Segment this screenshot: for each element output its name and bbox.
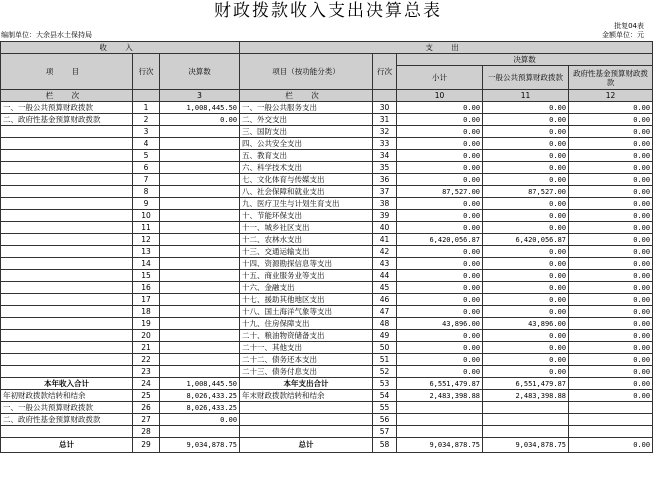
income-amount xyxy=(160,366,240,378)
income-item xyxy=(1,246,133,258)
row-57-no: 57 xyxy=(373,426,397,438)
expense-fund: 0.00 xyxy=(569,330,653,342)
income-amount xyxy=(160,330,240,342)
table-row xyxy=(1,162,653,174)
expense-row-no: 47 xyxy=(373,306,397,318)
begin-label: 年初财政拨款结转和结余 xyxy=(1,390,133,402)
expense-item: 四、公共安全支出 xyxy=(240,138,373,150)
expense-subtotal: 0.00 xyxy=(397,162,483,174)
table-row xyxy=(1,150,653,162)
row-28-no: 28 xyxy=(133,426,160,438)
table-row xyxy=(1,270,653,282)
end-label: 年末财政拨款结转和结余 xyxy=(240,390,373,402)
year-exp-no: 53 xyxy=(373,378,397,390)
total-general: 9,034,878.75 xyxy=(483,438,569,453)
expense-item: 二十一、其他支出 xyxy=(240,342,373,354)
expense-general: 6,420,056.87 xyxy=(483,234,569,246)
expense-general: 0.00 xyxy=(483,126,569,138)
expense-item: 十三、交通运输支出 xyxy=(240,246,373,258)
expense-subtotal: 6,420,056.87 xyxy=(397,234,483,246)
lan-label-2: 栏 次 xyxy=(240,90,373,102)
table-row xyxy=(1,330,653,342)
table-row xyxy=(1,258,653,270)
expense-item: 五、教育支出 xyxy=(240,150,373,162)
year-income-val: 1,008,445.50 xyxy=(160,378,240,390)
expense-general: 0.00 xyxy=(483,306,569,318)
income-header: 收 入 xyxy=(1,42,240,54)
expense-item: 一、一般公共服务支出 xyxy=(240,102,373,114)
expense-subtotal: 0.00 xyxy=(397,282,483,294)
expense-fund: 0.00 xyxy=(569,138,653,150)
income-item xyxy=(1,186,133,198)
final-group-header: 决算数 xyxy=(397,54,653,66)
expense-subtotal: 0.00 xyxy=(397,330,483,342)
income-amount: 1,008,445.50 xyxy=(160,102,240,114)
income-amount xyxy=(160,354,240,366)
col-12-label: 12 xyxy=(569,90,653,102)
expense-general: 0.00 xyxy=(483,198,569,210)
expense-subtotal: 0.00 xyxy=(397,222,483,234)
expense-fund: 0.00 xyxy=(569,318,653,330)
expense-row-no: 39 xyxy=(373,210,397,222)
expense-row-no: 33 xyxy=(373,138,397,150)
income-item xyxy=(1,126,133,138)
income-item xyxy=(1,174,133,186)
income-item xyxy=(1,270,133,282)
expense-subtotal: 87,527.00 xyxy=(397,186,483,198)
expense-subtotal: 0.00 xyxy=(397,150,483,162)
income-amount xyxy=(160,294,240,306)
income-amount xyxy=(160,162,240,174)
income-amount xyxy=(160,282,240,294)
income-item xyxy=(1,318,133,330)
expense-item: 十五、商业服务业等支出 xyxy=(240,270,373,282)
end-fund-no: 56 xyxy=(373,414,397,426)
expense-general: 0.00 xyxy=(483,258,569,270)
expense-subtotal: 43,896.00 xyxy=(397,318,483,330)
row-no-header: 行次 xyxy=(133,54,160,90)
income-row-no: 9 xyxy=(133,198,160,210)
income-item xyxy=(1,198,133,210)
expense-row-no: 48 xyxy=(373,318,397,330)
income-row-no: 19 xyxy=(133,318,160,330)
expense-general: 0.00 xyxy=(483,270,569,282)
expense-general: 0.00 xyxy=(483,294,569,306)
begin-fund-val: 0.00 xyxy=(160,414,240,426)
lan-label: 栏 次 xyxy=(1,90,133,102)
expense-fund: 0.00 xyxy=(569,354,653,366)
expense-subtotal: 0.00 xyxy=(397,126,483,138)
income-amount xyxy=(160,234,240,246)
expense-fund: 0.00 xyxy=(569,246,653,258)
expense-row-no: 52 xyxy=(373,366,397,378)
blank-cell xyxy=(397,402,483,414)
total-fund: 0.00 xyxy=(569,438,653,453)
table-row xyxy=(1,102,653,114)
expense-row-no: 42 xyxy=(373,246,397,258)
expense-row-no: 38 xyxy=(373,198,397,210)
expense-general: 0.00 xyxy=(483,138,569,150)
expense-general: 0.00 xyxy=(483,174,569,186)
general-header: 一般公共预算财政拨款 xyxy=(483,66,569,90)
exp-row-no-header: 行次 xyxy=(373,54,397,90)
expense-item: 三、国防支出 xyxy=(240,126,373,138)
expense-subtotal: 0.00 xyxy=(397,246,483,258)
total-right-no: 58 xyxy=(373,438,397,453)
income-item xyxy=(1,162,133,174)
expense-item: 二、外交支出 xyxy=(240,114,373,126)
expense-fund: 0.00 xyxy=(569,186,653,198)
end-general-no: 55 xyxy=(373,402,397,414)
expense-general: 0.00 xyxy=(483,246,569,258)
income-item xyxy=(1,258,133,270)
income-row-no: 7 xyxy=(133,174,160,186)
income-row-no: 2 xyxy=(133,114,160,126)
table-row xyxy=(1,198,653,210)
year-income-label: 本年收入合计 xyxy=(1,378,133,390)
blank-cell xyxy=(160,426,240,438)
currency-label: 金额单位：元 xyxy=(602,31,644,39)
income-amount xyxy=(160,246,240,258)
blank-cell xyxy=(483,414,569,426)
lan-blank-2 xyxy=(373,90,397,102)
blank-cell xyxy=(569,414,653,426)
expense-general: 43,896.00 xyxy=(483,318,569,330)
expense-subtotal: 0.00 xyxy=(397,306,483,318)
table-row xyxy=(1,318,653,330)
expense-item: 十四、资源勘探信息等支出 xyxy=(240,258,373,270)
subtotal-header: 小计 xyxy=(397,66,483,90)
table-row xyxy=(1,246,653,258)
blank-cell xyxy=(1,426,133,438)
income-row-no: 1 xyxy=(133,102,160,114)
blank-cell xyxy=(240,402,373,414)
total-label: 总计 xyxy=(1,438,133,453)
income-item xyxy=(1,330,133,342)
exp-item-header: 项目（按功能分类） xyxy=(240,54,373,90)
expense-fund: 0.00 xyxy=(569,150,653,162)
income-row-no: 16 xyxy=(133,282,160,294)
income-amount xyxy=(160,306,240,318)
item-header: 项 目 xyxy=(1,54,133,90)
expense-item: 十、节能环保支出 xyxy=(240,210,373,222)
income-row-no: 20 xyxy=(133,330,160,342)
income-item xyxy=(1,210,133,222)
expense-row-no: 49 xyxy=(373,330,397,342)
expense-general: 0.00 xyxy=(483,114,569,126)
income-item xyxy=(1,222,133,234)
begin-val: 8,026,433.25 xyxy=(160,390,240,402)
income-item xyxy=(1,282,133,294)
end-subtotal: 2,483,398.88 xyxy=(397,390,483,402)
expense-row-no: 34 xyxy=(373,150,397,162)
expense-fund: 0.00 xyxy=(569,342,653,354)
col-3-label: 3 xyxy=(160,90,240,102)
begin-general-val: 8,026,433.25 xyxy=(160,402,240,414)
expense-row-no: 36 xyxy=(373,174,397,186)
income-amount xyxy=(160,210,240,222)
blank-cell xyxy=(240,426,373,438)
year-income-no: 24 xyxy=(133,378,160,390)
expense-fund: 0.00 xyxy=(569,198,653,210)
expense-general: 0.00 xyxy=(483,102,569,114)
income-item: 二、政府性基金预算财政拨款 xyxy=(1,114,133,126)
income-amount xyxy=(160,270,240,282)
income-row-no: 13 xyxy=(133,246,160,258)
expense-fund: 0.00 xyxy=(569,270,653,282)
expense-fund: 0.00 xyxy=(569,258,653,270)
income-item xyxy=(1,354,133,366)
expense-item: 二十三、债务付息支出 xyxy=(240,366,373,378)
expense-general: 0.00 xyxy=(483,342,569,354)
table-row xyxy=(1,114,653,126)
form-code: 批复04表 xyxy=(614,22,644,30)
income-row-no: 3 xyxy=(133,126,160,138)
income-row-no: 18 xyxy=(133,306,160,318)
begin-fund-no: 27 xyxy=(133,414,160,426)
begin-fund-label: 二、政府性基金预算财政拨款 xyxy=(1,414,133,426)
expense-row-no: 50 xyxy=(373,342,397,354)
expense-subtotal: 0.00 xyxy=(397,354,483,366)
table-row xyxy=(1,354,653,366)
expense-row-no: 46 xyxy=(373,294,397,306)
income-row-no: 21 xyxy=(133,342,160,354)
expense-fund: 0.00 xyxy=(569,366,653,378)
expense-general: 0.00 xyxy=(483,210,569,222)
expense-general: 0.00 xyxy=(483,150,569,162)
income-amount xyxy=(160,198,240,210)
income-row-no: 15 xyxy=(133,270,160,282)
expense-fund: 0.00 xyxy=(569,234,653,246)
total-val: 9,034,878.75 xyxy=(160,438,240,453)
income-row-no: 22 xyxy=(133,354,160,366)
income-item xyxy=(1,366,133,378)
expense-item: 七、文化体育与传媒支出 xyxy=(240,174,373,186)
income-row-no: 10 xyxy=(133,210,160,222)
report-title: 财政拨款收入支出决算总表 xyxy=(214,1,442,21)
income-item: 一、一般公共预算财政拨款 xyxy=(1,102,133,114)
end-no: 54 xyxy=(373,390,397,402)
table-row xyxy=(1,186,653,198)
income-amount xyxy=(160,186,240,198)
lan-blank xyxy=(133,90,160,102)
expense-item: 六、科学技术支出 xyxy=(240,162,373,174)
expense-fund: 0.00 xyxy=(569,114,653,126)
begin-general-label: 一、一般公共预算财政拨款 xyxy=(1,402,133,414)
expense-subtotal: 0.00 xyxy=(397,210,483,222)
expense-subtotal: 0.00 xyxy=(397,114,483,126)
income-amount xyxy=(160,258,240,270)
total-no: 29 xyxy=(133,438,160,453)
expense-fund: 0.00 xyxy=(569,162,653,174)
table-row xyxy=(1,222,653,234)
expense-general: 0.00 xyxy=(483,282,569,294)
table-row xyxy=(1,210,653,222)
year-exp-fund: 0.00 xyxy=(569,378,653,390)
expense-fund: 0.00 xyxy=(569,282,653,294)
blank-cell xyxy=(397,414,483,426)
begin-no: 25 xyxy=(133,390,160,402)
expense-row-no: 35 xyxy=(373,162,397,174)
table-row xyxy=(1,282,653,294)
expense-fund: 0.00 xyxy=(569,294,653,306)
expense-general: 87,527.00 xyxy=(483,186,569,198)
blank-cell xyxy=(569,426,653,438)
table-row xyxy=(1,294,653,306)
total-subtotal: 9,034,878.75 xyxy=(397,438,483,453)
income-row-no: 14 xyxy=(133,258,160,270)
expense-subtotal: 0.00 xyxy=(397,258,483,270)
expense-row-no: 30 xyxy=(373,102,397,114)
expense-fund: 0.00 xyxy=(569,222,653,234)
end-fund: 0.00 xyxy=(569,390,653,402)
expense-item: 十八、国土海洋气象等支出 xyxy=(240,306,373,318)
blank-cell xyxy=(397,426,483,438)
expense-row-no: 40 xyxy=(373,222,397,234)
expense-row-no: 44 xyxy=(373,270,397,282)
table-row xyxy=(1,342,653,354)
col-10-label: 10 xyxy=(397,90,483,102)
income-row-no: 4 xyxy=(133,138,160,150)
table-row xyxy=(1,306,653,318)
income-amount: 0.00 xyxy=(160,114,240,126)
expense-general: 0.00 xyxy=(483,162,569,174)
expense-general: 0.00 xyxy=(483,222,569,234)
income-amount xyxy=(160,222,240,234)
expense-fund: 0.00 xyxy=(569,102,653,114)
table-row xyxy=(1,234,653,246)
expense-item: 九、医疗卫生与计划生育支出 xyxy=(240,198,373,210)
year-exp-subtotal: 6,551,479.87 xyxy=(397,378,483,390)
fund-header: 政府性基金预算财政拨款 xyxy=(569,66,653,90)
table-row xyxy=(1,138,653,150)
income-item xyxy=(1,306,133,318)
expense-subtotal: 0.00 xyxy=(397,174,483,186)
table-row xyxy=(1,366,653,378)
income-amount xyxy=(160,174,240,186)
expense-item: 十七、援助其他地区支出 xyxy=(240,294,373,306)
income-item xyxy=(1,342,133,354)
expense-subtotal: 0.00 xyxy=(397,294,483,306)
blank-cell xyxy=(483,402,569,414)
expense-row-no: 41 xyxy=(373,234,397,246)
expense-row-no: 31 xyxy=(373,114,397,126)
income-amount xyxy=(160,318,240,330)
income-item xyxy=(1,138,133,150)
income-item xyxy=(1,294,133,306)
budget-table xyxy=(0,41,653,453)
expense-general: 0.00 xyxy=(483,330,569,342)
income-row-no: 23 xyxy=(133,366,160,378)
blank-cell xyxy=(483,426,569,438)
expense-subtotal: 0.00 xyxy=(397,270,483,282)
income-amount xyxy=(160,138,240,150)
begin-general-no: 26 xyxy=(133,402,160,414)
expense-subtotal: 0.00 xyxy=(397,198,483,210)
blank-cell xyxy=(569,402,653,414)
end-general: 2,483,398.88 xyxy=(483,390,569,402)
expense-general: 0.00 xyxy=(483,354,569,366)
expense-fund: 0.00 xyxy=(569,174,653,186)
expense-row-no: 32 xyxy=(373,126,397,138)
expense-subtotal: 0.00 xyxy=(397,102,483,114)
expense-row-no: 43 xyxy=(373,258,397,270)
income-row-no: 8 xyxy=(133,186,160,198)
expense-item: 二十二、债务还本支出 xyxy=(240,354,373,366)
expense-row-no: 37 xyxy=(373,186,397,198)
income-row-no: 17 xyxy=(133,294,160,306)
expense-header: 支 出 xyxy=(240,42,653,54)
col-11-label: 11 xyxy=(483,90,569,102)
expense-item: 二十、粮油物资储备支出 xyxy=(240,330,373,342)
expense-subtotal: 0.00 xyxy=(397,342,483,354)
expense-row-no: 45 xyxy=(373,282,397,294)
expense-subtotal: 0.00 xyxy=(397,366,483,378)
table-row xyxy=(1,174,653,186)
blank-cell xyxy=(240,414,373,426)
unit-label: 编制单位：大余县水土保持局 xyxy=(1,31,92,39)
income-amount xyxy=(160,126,240,138)
expense-item: 十二、农林水支出 xyxy=(240,234,373,246)
year-exp-label: 本年支出合计 xyxy=(240,378,373,390)
year-exp-general: 6,551,479.87 xyxy=(483,378,569,390)
expense-general: 0.00 xyxy=(483,366,569,378)
expense-item: 十一、城乡社区支出 xyxy=(240,222,373,234)
income-amount xyxy=(160,150,240,162)
expense-row-no: 51 xyxy=(373,354,397,366)
income-row-no: 5 xyxy=(133,150,160,162)
expense-item: 十九、住房保障支出 xyxy=(240,318,373,330)
income-item xyxy=(1,234,133,246)
expense-item: 十六、金融支出 xyxy=(240,282,373,294)
final-amount-header: 决算数 xyxy=(160,54,240,90)
expense-item: 八、社会保障和就业支出 xyxy=(240,186,373,198)
income-item xyxy=(1,150,133,162)
expense-fund: 0.00 xyxy=(569,210,653,222)
income-amount xyxy=(160,342,240,354)
expense-subtotal: 0.00 xyxy=(397,138,483,150)
expense-fund: 0.00 xyxy=(569,306,653,318)
table-row xyxy=(1,126,653,138)
total-right-label: 总计 xyxy=(240,438,373,453)
income-row-no: 11 xyxy=(133,222,160,234)
expense-fund: 0.00 xyxy=(569,126,653,138)
income-row-no: 6 xyxy=(133,162,160,174)
income-row-no: 12 xyxy=(133,234,160,246)
